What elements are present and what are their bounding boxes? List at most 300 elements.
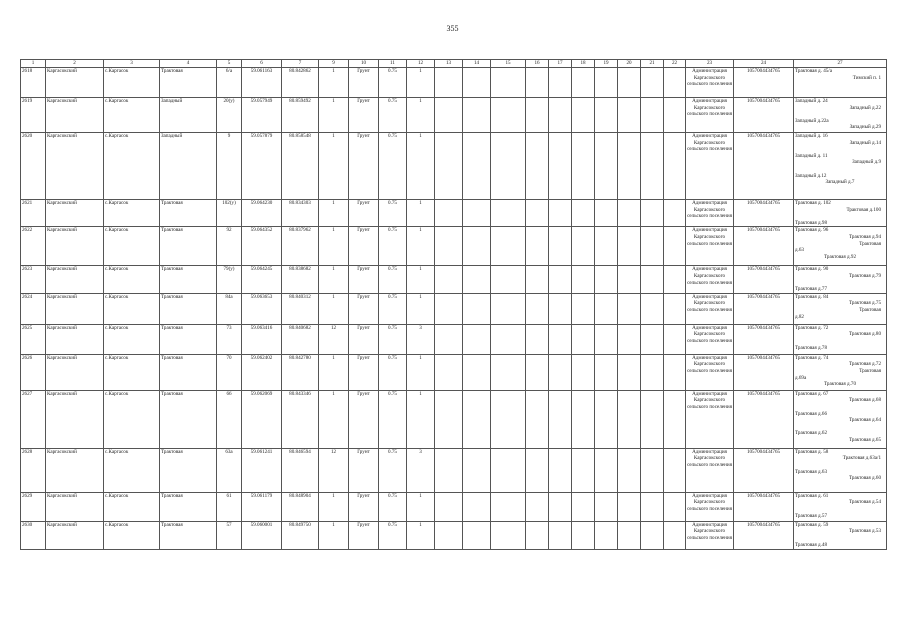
table-row: [21, 390, 887, 448]
empty-cell: [526, 492, 549, 521]
address-line: Трактовая: [859, 306, 881, 313]
empty-cell: [595, 98, 618, 133]
address-line: Трактовая д.92: [823, 253, 856, 260]
house-cell: 84а: [217, 293, 242, 324]
owner-cell: Администрация Каргасокского сельского поселения: [686, 98, 734, 133]
row-number: 2622: [21, 227, 46, 266]
owner-cell: Администрация Каргасокского сельского поселения: [686, 492, 734, 521]
surface-cell: Грунт: [349, 324, 379, 354]
row-number: 2630: [21, 521, 46, 549]
longitude-cell: 80.840682: [282, 324, 319, 354]
address-line: Трактовая д.68: [848, 397, 881, 404]
column-number: 12: [407, 60, 435, 68]
table-row: [21, 448, 887, 492]
empty-cell: [549, 133, 572, 200]
served-addresses-cell: [794, 448, 887, 492]
address-line: Трактовая: [859, 367, 881, 374]
latitude-cell: 59.063416: [242, 324, 282, 354]
address-line: Трактовая д.100: [846, 206, 881, 213]
empty-cell: [572, 293, 595, 324]
locality-cell: с.Каргасок: [104, 492, 160, 521]
column-number: 22: [664, 60, 686, 68]
empty-cell: [618, 200, 641, 227]
owner-cell: Администрация Каргасокского сельского поселения: [686, 390, 734, 448]
empty-cell: [463, 293, 491, 324]
containers-cell: 1: [407, 293, 435, 324]
row-number: 2625: [21, 324, 46, 354]
containers-cell: 1: [407, 68, 435, 98]
locality-cell: с.Каргасок: [104, 133, 160, 200]
column-number: 19: [595, 60, 618, 68]
ogrn-cell: 1057004434765: [734, 98, 794, 133]
ogrn-cell: 1057004434765: [734, 390, 794, 448]
column-number: 18: [572, 60, 595, 68]
empty-cell: [526, 448, 549, 492]
empty-cell: [572, 68, 595, 98]
longitude-cell: 80.837962: [282, 227, 319, 266]
table-row: [21, 200, 887, 227]
table-row: [21, 492, 887, 521]
district-cell: Каргасокский: [46, 227, 104, 266]
area-cell: 0.75: [379, 324, 407, 354]
address-line: Западный д.12: [795, 172, 827, 179]
ogrn-cell: 1057004434765: [734, 521, 794, 549]
empty-cell: [463, 390, 491, 448]
street-cell: Трактовая: [160, 354, 217, 390]
address-line: Западный д.22а: [795, 117, 829, 124]
empty-cell: [641, 390, 664, 448]
empty-cell: [664, 98, 686, 133]
surface-cell: Грунт: [349, 354, 379, 390]
house-cell: 92: [217, 227, 242, 266]
empty-cell: [491, 390, 526, 448]
district-cell: Каргасокский: [46, 448, 104, 492]
surface-cell: Грунт: [349, 200, 379, 227]
address-line: Трактовая д.48: [795, 541, 828, 548]
containers-cell: 1: [407, 390, 435, 448]
address-line: Трактовая д. 72: [795, 324, 829, 331]
served-addresses-cell: [794, 227, 887, 266]
address-line: [795, 111, 885, 118]
surface-cell: Грунт: [349, 448, 379, 492]
house-cell: 61: [217, 492, 242, 521]
owner-cell: Администрация Каргасокского сельского поселения: [686, 324, 734, 354]
street-cell: Трактовая: [160, 266, 217, 293]
column-number: 2: [46, 60, 104, 68]
empty-cell: [526, 227, 549, 266]
empty-cell: [618, 227, 641, 266]
empty-cell: [549, 293, 572, 324]
address-line: Трактовая д. 67: [795, 390, 829, 397]
empty-cell: [526, 521, 549, 549]
containers-cell: 3: [407, 324, 435, 354]
address-line: Трактовая д. 45/а: [795, 68, 832, 74]
empty-cell: [664, 227, 686, 266]
column-number: 21: [641, 60, 664, 68]
address-line: Трактовая д.62: [795, 430, 828, 437]
address-line: Западный д.29: [849, 124, 881, 131]
latitude-cell: 59.062402: [242, 354, 282, 390]
district-cell: Каргасокский: [46, 324, 104, 354]
street-cell: Трактовая: [160, 390, 217, 448]
address-line: Западный д.9: [852, 159, 881, 166]
empty-cell: [572, 492, 595, 521]
empty-cell: [491, 324, 526, 354]
served-addresses-cell: [794, 324, 887, 354]
empty-cell: [549, 98, 572, 133]
address-line: Тимский п. 1: [852, 74, 881, 81]
empty-cell: [641, 266, 664, 293]
latitude-cell: 59.061241: [242, 448, 282, 492]
ogrn-cell: 1057004434765: [734, 68, 794, 98]
count-cell: 1: [319, 133, 349, 200]
empty-cell: [491, 200, 526, 227]
table-row: [21, 98, 887, 133]
empty-cell: [463, 98, 491, 133]
district-cell: Каргасокский: [46, 98, 104, 133]
empty-cell: [526, 324, 549, 354]
table-row: [21, 266, 887, 293]
area-cell: 0.75: [379, 227, 407, 266]
address-line: Западный д.14: [849, 139, 881, 146]
owner-cell: Администрация Каргасокского сельского поселения: [686, 133, 734, 200]
latitude-cell: 59.057879: [242, 133, 282, 200]
address-line: Западный д.7: [825, 179, 855, 186]
empty-cell: [463, 521, 491, 549]
longitude-cell: 80.846594: [282, 448, 319, 492]
ogrn-cell: 1057004434765: [734, 266, 794, 293]
empty-cell: [463, 354, 491, 390]
served-addresses-cell: [794, 390, 887, 448]
locality-cell: с.Каргасок: [104, 324, 160, 354]
column-number: 20: [618, 60, 641, 68]
table-row: [21, 293, 887, 324]
address-line: [795, 280, 885, 287]
area-cell: 0.75: [379, 293, 407, 324]
column-number: 9: [319, 60, 349, 68]
address-line: Трактовая д. 90: [795, 266, 829, 273]
empty-cell: [526, 390, 549, 448]
empty-cell: [572, 266, 595, 293]
address-line: Трактовая д. 74: [795, 354, 829, 361]
empty-cell: [572, 448, 595, 492]
address-line: Западный д. 11: [795, 152, 828, 159]
row-number: 2628: [21, 448, 46, 492]
served-addresses-cell: [794, 293, 887, 324]
street-cell: Трактовая: [160, 293, 217, 324]
empty-cell: [526, 354, 549, 390]
table-row: [21, 133, 887, 200]
address-line: Трактовая д.94: [848, 233, 881, 240]
surface-cell: Грунт: [349, 227, 379, 266]
empty-cell: [549, 390, 572, 448]
empty-cell: [641, 448, 664, 492]
count-cell: 1: [319, 492, 349, 521]
table-row: [21, 68, 887, 98]
address-line: Трактовая д.80: [848, 331, 881, 338]
empty-cell: [572, 354, 595, 390]
district-cell: Каргасокский: [46, 133, 104, 200]
column-number: 27: [794, 60, 887, 68]
empty-cell: [618, 324, 641, 354]
area-cell: 0.75: [379, 98, 407, 133]
column-number: 14: [463, 60, 491, 68]
address-line: Трактовая: [859, 240, 881, 247]
house-cell: 73: [217, 324, 242, 354]
locality-cell: с.Каргасок: [104, 354, 160, 390]
surface-cell: Грунт: [349, 521, 379, 549]
column-number-row: [21, 60, 887, 68]
house-cell: 6/а: [217, 68, 242, 98]
district-cell: Каргасокский: [46, 521, 104, 549]
empty-cell: [435, 390, 463, 448]
address-line: Трактовая д. 96: [795, 227, 829, 234]
street-cell: Трактовая: [160, 492, 217, 521]
empty-cell: [463, 200, 491, 227]
longitude-cell: 80.842780: [282, 354, 319, 390]
containers-cell: 1: [407, 266, 435, 293]
ogrn-cell: 1057004434765: [734, 448, 794, 492]
address-line: Западный д. 16: [795, 133, 828, 139]
empty-cell: [641, 133, 664, 200]
table-header: [21, 60, 887, 68]
address-line: Трактовая д.98: [795, 219, 828, 226]
address-line: Трактовая д.79: [848, 272, 881, 279]
column-number: 4: [160, 60, 217, 68]
address-line: Трактовая д.63а/1: [842, 455, 881, 462]
address-line: Трактовая д. 58: [795, 448, 829, 455]
empty-cell: [595, 324, 618, 354]
address-line: Трактовая д. 102: [795, 200, 831, 206]
containers-cell: 1: [407, 354, 435, 390]
served-addresses-cell: [794, 266, 887, 293]
column-number: 16: [526, 60, 549, 68]
longitude-cell: 80.838682: [282, 266, 319, 293]
count-cell: 1: [319, 68, 349, 98]
empty-cell: [463, 227, 491, 266]
address-line: д.82: [795, 313, 804, 320]
empty-cell: [595, 354, 618, 390]
empty-cell: [572, 98, 595, 133]
count-cell: 1: [319, 200, 349, 227]
empty-cell: [641, 492, 664, 521]
empty-cell: [435, 133, 463, 200]
address-line: Трактовая д.70: [823, 381, 856, 388]
containers-cell: 1: [407, 492, 435, 521]
address-line: д.69а: [795, 374, 807, 381]
count-cell: 1: [319, 98, 349, 133]
address-line: Трактовая д.60: [848, 475, 881, 482]
street-cell: Трактовая: [160, 200, 217, 227]
empty-cell: [549, 492, 572, 521]
row-number: 2620: [21, 133, 46, 200]
served-addresses-cell: [794, 492, 887, 521]
empty-cell: [641, 293, 664, 324]
empty-cell: [618, 98, 641, 133]
row-number: 2619: [21, 98, 46, 133]
empty-cell: [435, 68, 463, 98]
surface-cell: Грунт: [349, 266, 379, 293]
latitude-cell: 59.060001: [242, 521, 282, 549]
empty-cell: [595, 521, 618, 549]
count-cell: 1: [319, 354, 349, 390]
empty-cell: [549, 354, 572, 390]
district-cell: Каргасокский: [46, 266, 104, 293]
empty-cell: [549, 227, 572, 266]
count-cell: 12: [319, 448, 349, 492]
empty-cell: [491, 98, 526, 133]
longitude-cell: 80.859492: [282, 98, 319, 133]
surface-cell: Грунт: [349, 293, 379, 324]
row-number: 2618: [21, 68, 46, 98]
empty-cell: [526, 200, 549, 227]
empty-cell: [463, 266, 491, 293]
house-cell: 79(у): [217, 266, 242, 293]
owner-cell: Администрация Каргасокского сельского поселения: [686, 266, 734, 293]
empty-cell: [595, 68, 618, 98]
empty-cell: [549, 266, 572, 293]
empty-cell: [572, 133, 595, 200]
locality-cell: с.Каргасок: [104, 68, 160, 98]
empty-cell: [618, 293, 641, 324]
empty-cell: [572, 324, 595, 354]
empty-cell: [595, 293, 618, 324]
empty-cell: [491, 266, 526, 293]
address-line: [795, 213, 885, 220]
latitude-cell: 59.064230: [242, 200, 282, 227]
empty-cell: [491, 354, 526, 390]
address-line: Трактовая д.53: [848, 528, 881, 535]
table-body: [21, 68, 887, 550]
empty-cell: [491, 133, 526, 200]
area-cell: 0.75: [379, 448, 407, 492]
ogrn-cell: 1057004434765: [734, 133, 794, 200]
street-cell: Западный: [160, 133, 217, 200]
address-line: Трактовая д.64: [848, 417, 881, 424]
count-cell: 12: [319, 324, 349, 354]
address-line: [795, 404, 885, 411]
ogrn-cell: 1057004434765: [734, 492, 794, 521]
locality-cell: с.Каргасок: [104, 227, 160, 266]
empty-cell: [618, 448, 641, 492]
ogrn-cell: 1057004434765: [734, 227, 794, 266]
district-cell: Каргасокский: [46, 354, 104, 390]
column-number: 6: [242, 60, 282, 68]
address-line: Трактовая д.75: [848, 300, 881, 307]
area-cell: 0.75: [379, 521, 407, 549]
served-addresses-cell: [794, 521, 887, 549]
table-row: [21, 227, 887, 266]
empty-cell: [549, 68, 572, 98]
empty-cell: [435, 521, 463, 549]
column-number: 5: [217, 60, 242, 68]
owner-cell: Администрация Каргасокского сельского поселения: [686, 68, 734, 98]
address-line: Трактовая д.63: [795, 468, 828, 475]
area-cell: 0.75: [379, 68, 407, 98]
empty-cell: [435, 324, 463, 354]
address-line: [795, 506, 885, 513]
ogrn-cell: 1057004434765: [734, 354, 794, 390]
column-number: 7: [282, 60, 319, 68]
empty-cell: [463, 492, 491, 521]
empty-cell: [526, 293, 549, 324]
house-cell: 102(у): [217, 200, 242, 227]
address-line: [795, 338, 885, 345]
street-cell: Трактовая: [160, 227, 217, 266]
address-line: Трактовая д.65: [848, 436, 881, 443]
row-number: 2626: [21, 354, 46, 390]
empty-cell: [641, 98, 664, 133]
served-addresses-cell: [794, 354, 887, 390]
column-number: 10: [349, 60, 379, 68]
surface-cell: Грунт: [349, 133, 379, 200]
surface-cell: Грунт: [349, 390, 379, 448]
served-addresses-cell: [794, 68, 887, 98]
count-cell: 1: [319, 266, 349, 293]
row-number: 2627: [21, 390, 46, 448]
owner-cell: Администрация Каргасокского сельского поселения: [686, 354, 734, 390]
empty-cell: [463, 68, 491, 98]
address-line: Трактовая д.57: [795, 512, 828, 519]
locality-cell: с.Каргасок: [104, 448, 160, 492]
empty-cell: [526, 68, 549, 98]
column-number: 11: [379, 60, 407, 68]
column-number: 15: [491, 60, 526, 68]
district-cell: Каргасокский: [46, 68, 104, 98]
empty-cell: [549, 200, 572, 227]
column-number: 23: [686, 60, 734, 68]
empty-cell: [595, 492, 618, 521]
empty-cell: [435, 293, 463, 324]
empty-cell: [664, 68, 686, 98]
ogrn-cell: 1057004434765: [734, 200, 794, 227]
column-number: 3: [104, 60, 160, 68]
empty-cell: [435, 354, 463, 390]
empty-cell: [618, 266, 641, 293]
longitude-cell: 80.849750: [282, 521, 319, 549]
locality-cell: с.Каргасок: [104, 98, 160, 133]
address-line: Западный д. 24: [795, 98, 828, 104]
column-number: 24: [734, 60, 794, 68]
empty-cell: [664, 448, 686, 492]
locality-cell: с.Каргасок: [104, 521, 160, 549]
column-number: 13: [435, 60, 463, 68]
empty-cell: [664, 354, 686, 390]
street-cell: Трактовая: [160, 68, 217, 98]
house-cell: 57: [217, 521, 242, 549]
area-cell: 0.75: [379, 354, 407, 390]
containers-cell: 1: [407, 521, 435, 549]
served-addresses-cell: [794, 133, 887, 200]
street-cell: Трактовая: [160, 324, 217, 354]
empty-cell: [435, 266, 463, 293]
empty-cell: [463, 133, 491, 200]
address-line: [795, 535, 885, 542]
empty-cell: [463, 324, 491, 354]
empty-cell: [595, 133, 618, 200]
empty-cell: [641, 227, 664, 266]
count-cell: 1: [319, 521, 349, 549]
address-line: Трактовая д. 59: [795, 521, 829, 528]
district-cell: Каргасокский: [46, 293, 104, 324]
empty-cell: [664, 521, 686, 549]
empty-cell: [618, 354, 641, 390]
address-line: Трактовая д.66: [795, 410, 828, 417]
containers-cell: 1: [407, 200, 435, 227]
empty-cell: [435, 200, 463, 227]
empty-cell: [435, 448, 463, 492]
empty-cell: [595, 227, 618, 266]
